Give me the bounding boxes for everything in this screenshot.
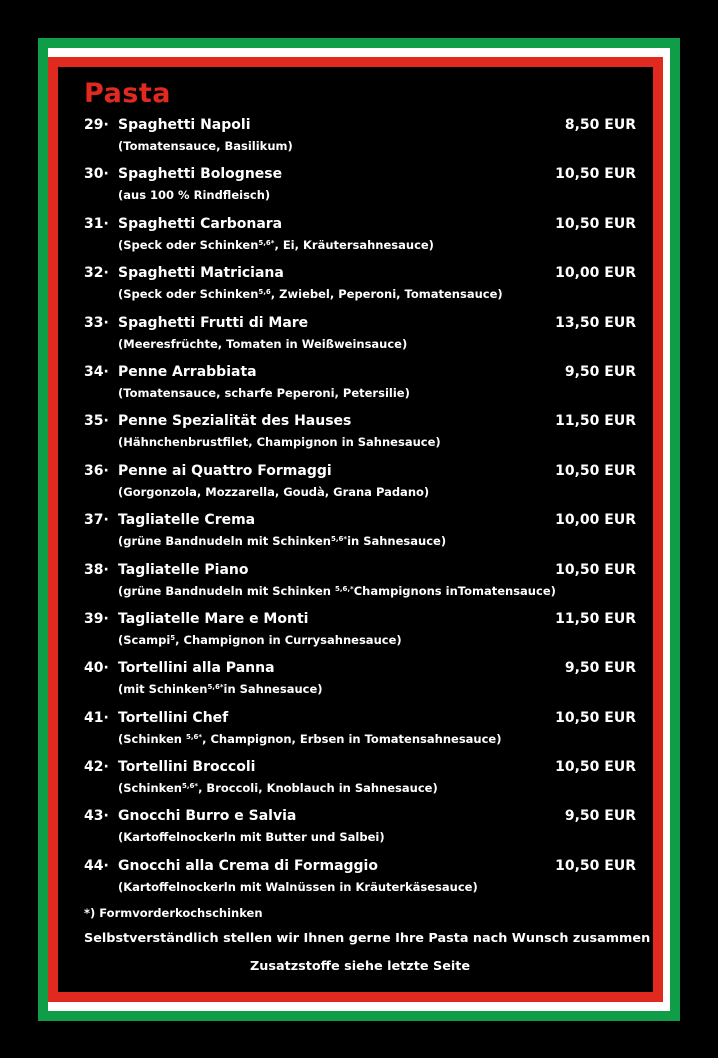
item-price: 10,50 EUR xyxy=(555,166,636,183)
menu-item xyxy=(84,166,636,215)
item-description-text: (grüne Bandnudeln mit Schinken xyxy=(118,583,335,598)
item-number: 37· xyxy=(84,512,109,529)
item-description xyxy=(84,732,636,746)
item-price: 10,50 EUR xyxy=(555,759,636,776)
item-description-text: (Speck oder Schinken xyxy=(118,237,259,252)
item-number: 39· xyxy=(84,610,109,627)
item-description-rest: , Champignon in Currysahnesauce) xyxy=(175,632,402,647)
item-number: 38· xyxy=(84,561,109,578)
item-name: Tagliatelle Mare e Monti xyxy=(118,610,309,627)
item-name: Tagliatelle Piano xyxy=(118,561,249,578)
menu-item xyxy=(84,216,636,265)
item-number: 34· xyxy=(84,363,109,380)
item-name: Penne Arrabbiata xyxy=(118,363,257,380)
page-title: Pasta xyxy=(84,78,171,109)
item-description xyxy=(84,682,636,696)
menu-list xyxy=(84,117,636,907)
item-price: 8,50 EUR xyxy=(564,117,636,133)
item-additive-marker: 5,6,* xyxy=(335,584,354,593)
menu-item xyxy=(84,611,636,660)
menu-item xyxy=(84,512,636,561)
item-description xyxy=(84,139,636,153)
item-name: Spaghetti Matriciana xyxy=(118,265,284,282)
item-name: Spaghetti Carbonara xyxy=(118,215,283,232)
item-number: 35· xyxy=(84,413,109,430)
item-price: 10,50 EUR xyxy=(555,561,636,578)
item-name: Penne ai Quattro Formaggi xyxy=(118,462,332,479)
item-description xyxy=(84,188,636,202)
menu-item xyxy=(84,562,636,611)
item-number: 44· xyxy=(84,857,109,874)
item-number: 31· xyxy=(84,215,109,232)
custom-pasta-note: Selbstverständlich stellen wir Ihnen gerne Ihre Pasta nach Wunsch zusammen xyxy=(84,931,651,946)
menu-item xyxy=(84,808,636,857)
item-number: 41· xyxy=(84,709,109,726)
item-description-rest: in Sahnesauce) xyxy=(223,682,323,697)
item-description xyxy=(84,287,636,301)
item-description-rest: , Broccoli, Knoblauch in Sahnesauce) xyxy=(198,781,438,796)
item-additive-marker: 5 xyxy=(170,633,176,642)
footnote: *) Formvorderkochschinken xyxy=(84,906,263,920)
item-additive-marker: 5,6* xyxy=(182,782,199,791)
item-name: Tortellini Chef xyxy=(118,709,229,726)
item-description xyxy=(84,485,636,499)
menu-item xyxy=(84,315,636,364)
item-name: Spaghetti Frutti di Mare xyxy=(118,314,309,331)
item-price: 10,50 EUR xyxy=(555,462,636,479)
item-number: 30· xyxy=(84,166,109,183)
item-description xyxy=(84,830,636,844)
item-name: Penne Spezialität des Hauses xyxy=(118,413,352,430)
item-description-rest: Champignons inTomatensauce) xyxy=(353,583,556,598)
item-description-text: (Tomatensauce, Basilikum) xyxy=(118,139,293,153)
menu-item xyxy=(84,413,636,462)
item-name: Spaghetti Napoli xyxy=(118,117,251,133)
item-description-text: (Kartoffelnockerln mit Walnüssen in Kräuterkäsesauce) xyxy=(118,879,478,894)
menu-item xyxy=(84,265,636,314)
item-price: 10,50 EUR xyxy=(555,215,636,232)
menu-item xyxy=(84,364,636,413)
item-description xyxy=(84,584,636,598)
item-description-text: (Gorgonzola, Mozzarella, Goudà, Grana Padano) xyxy=(118,484,430,499)
item-number: 33· xyxy=(84,314,109,331)
item-description xyxy=(84,534,636,548)
item-name: Gnocchi Burro e Salvia xyxy=(118,808,297,825)
item-price: 10,50 EUR xyxy=(555,709,636,726)
item-description-text: (Hähnchenbrustfilet, Champignon in Sahnesauce) xyxy=(118,435,441,450)
item-description xyxy=(84,435,636,449)
item-price: 13,50 EUR xyxy=(555,314,636,331)
item-price: 9,50 EUR xyxy=(564,660,636,677)
item-name: Spaghetti Bolognese xyxy=(118,166,283,183)
item-additive-marker: 5,6* xyxy=(258,238,275,247)
menu-item xyxy=(84,660,636,709)
item-description-text: (Schinken xyxy=(118,731,187,746)
menu-item xyxy=(84,710,636,759)
item-description-text: (Scampi xyxy=(118,632,171,647)
item-additive-marker: 5,6* xyxy=(331,535,348,544)
item-name: Tortellini alla Panna xyxy=(118,660,275,677)
item-description-text: (Schinken xyxy=(118,781,182,796)
item-description xyxy=(84,386,636,400)
additives-note: Zusatzstoffe siehe letzte Seite xyxy=(249,959,471,974)
item-description-text: (Tomatensauce, scharfe Peperoni, Petersilie) xyxy=(118,385,410,400)
item-price: 10,50 EUR xyxy=(555,857,636,874)
item-name: Tagliatelle Crema xyxy=(118,512,256,529)
item-description-text: (Speck oder Schinken xyxy=(118,287,259,302)
item-description xyxy=(84,880,636,894)
item-additive-marker: 5,6* xyxy=(207,683,224,692)
item-description-rest: , Zwiebel, Peperoni, Tomatensauce) xyxy=(270,287,503,302)
item-description-rest: , Ei, Kräutersahnesauce) xyxy=(274,237,434,252)
item-number: 40· xyxy=(84,660,109,677)
item-description-text: (grüne Bandnudeln mit Schinken xyxy=(118,534,331,549)
menu-item xyxy=(84,463,636,512)
item-number: 43· xyxy=(84,808,109,825)
item-price: 9,50 EUR xyxy=(564,363,636,380)
item-description-text: (mit Schinken xyxy=(118,682,208,697)
item-description xyxy=(84,238,636,252)
item-number: 32· xyxy=(84,265,109,282)
item-number: 29· xyxy=(84,117,109,133)
item-price: 10,00 EUR xyxy=(555,265,636,282)
item-description-rest: in Sahnesauce) xyxy=(347,534,447,549)
item-additive-marker: 5,6 xyxy=(258,288,271,297)
menu-item xyxy=(84,117,636,166)
item-description-rest: , Champignon, Erbsen in Tomatensahnesauce) xyxy=(202,731,502,746)
item-number: 42· xyxy=(84,759,109,776)
item-price: 9,50 EUR xyxy=(564,808,636,825)
item-description xyxy=(84,337,636,351)
item-description-text: (aus 100 % Rindfleisch) xyxy=(118,188,271,203)
item-description-text: (Kartoffelnockerln mit Butter und Salbei) xyxy=(118,830,385,845)
item-name: Gnocchi alla Crema di Formaggio xyxy=(118,857,378,874)
menu-item xyxy=(84,858,636,907)
menu-item xyxy=(84,759,636,808)
item-additive-marker: 5,6* xyxy=(186,732,203,741)
item-number: 36· xyxy=(84,462,109,479)
item-price: 11,50 EUR xyxy=(555,413,636,430)
item-description xyxy=(84,781,636,795)
item-description xyxy=(84,633,636,647)
item-price: 11,50 EUR xyxy=(555,610,636,627)
item-name: Tortellini Broccoli xyxy=(118,759,256,776)
item-description-text: (Meeresfrüchte, Tomaten in Weißweinsauce) xyxy=(118,336,408,351)
item-price: 10,00 EUR xyxy=(555,512,636,529)
